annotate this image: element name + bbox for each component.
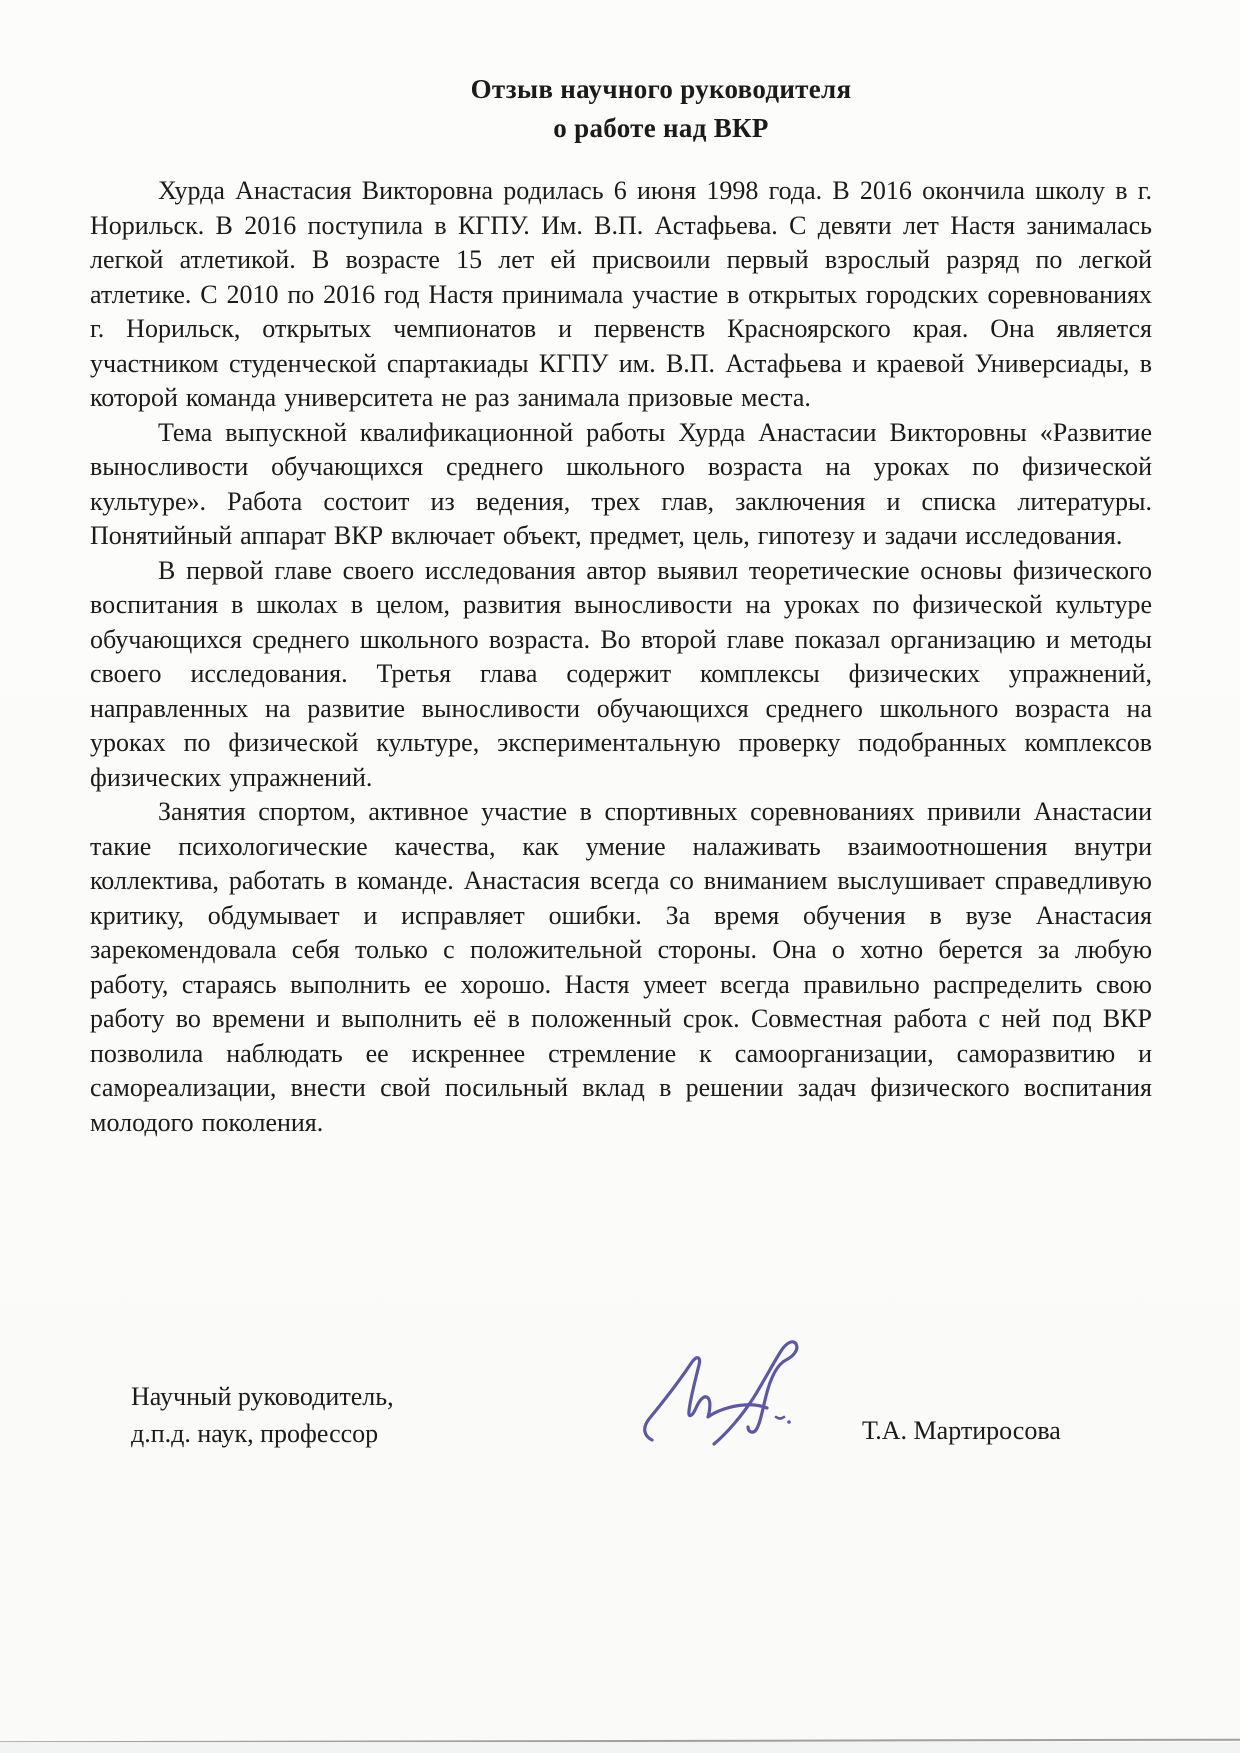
paragraph-chapters-summary: В первой главе своего исследования автор выявил теоретические основы физического воспитания в школах в целом, развития выносливости на уроках по физической культуре обучающихся среднего школьного возраста. Во второй главе показал организацию и методы своего исследования. Третья глава содержит комплексы физических упражнений, направленных на развитие выносливости обучающихся среднего школьного возраста на уроках по физической культуре, экспериментальную проверку подобранных комплексов физических упражнений. <box>90 555 1152 792</box>
signatory-role-line-2: д.п.д. наук, профессор <box>131 1419 379 1448</box>
paragraph-biography: Хурда Анастасия Викторовна родилась 6 июня 1998 года. В 2016 окончила школу в г. Норильск. В 2016 поступила в КГПУ. Им. В.П. Астафьева. С девяти лет Настя занималась легкой атлетикой. В возрасте 15 лет ей присвоили первый взрослый разряд по легкой атлетике. С 2010 по 2016 год Настя принимала участие в открытых городских соревнованиях г. Норильск, открытых чемпионатов и первенств Красноярского края. Она является участником студенческой спартакиады КГПУ им. В.П. Астафьева и краевой Универсиады, в которой команда университета не раз занимала призовые места. <box>90 176 1152 412</box>
signature-stroke-flourish <box>714 1342 797 1444</box>
title-line-2: о работе над ВКР <box>553 113 769 143</box>
signature-dot <box>787 1420 791 1424</box>
signature-stroke-tail <box>776 1417 784 1419</box>
scan-edge-strip <box>0 1742 1240 1753</box>
signatory-name: Т.А. Мартиросова <box>862 1416 1061 1445</box>
signatory-role <box>131 1378 394 1452</box>
paragraph-thesis-topic: Тема выпускной квалификационной работы Хурда Анастасии Викторовны «Развитие выносливости обучающихся среднего школьного возраста на уроках по физической культуре». Работа состоит из ведения, трех глав, заключения и списка литературы. Понятийный аппарат ВКР включает объект, предмет, цель, гипотезу и задачи исследования. <box>90 417 1152 550</box>
title-line-1: Отзыв научного руководителя <box>470 74 852 104</box>
document-title <box>41 70 1240 148</box>
document-body <box>90 174 1152 1140</box>
signatory-role-line-1: Научный руководитель, <box>131 1382 394 1411</box>
handwritten-signature <box>618 1318 838 1458</box>
paragraph-personal-qualities: Занятия спортом, активное участие в спортивных соревнованиях привили Анастасии такие психологические качества, как умение налаживать взаимоотношения внутри коллектива, работать в команде. Анастасия всегда со вниманием выслушивает справедливую критику, обдумывает и исправляет ошибки. За время обучения в вузе Анастасия зарекомендовала себя только с положительной стороны. Она о хотно берется за любую работу, стараясь выполнить ее хорошо. Настя умеет всегда правильно распределить свою работу во времени и выполнить её в положенный срок. Совместная работа с ней под ВКР позволила наблюдать ее искреннее стремление к самоорганизации, саморазвитию и самореализации, внести свой посильный вклад в решении задач физического воспитания молодого поколения. <box>90 797 1152 1137</box>
